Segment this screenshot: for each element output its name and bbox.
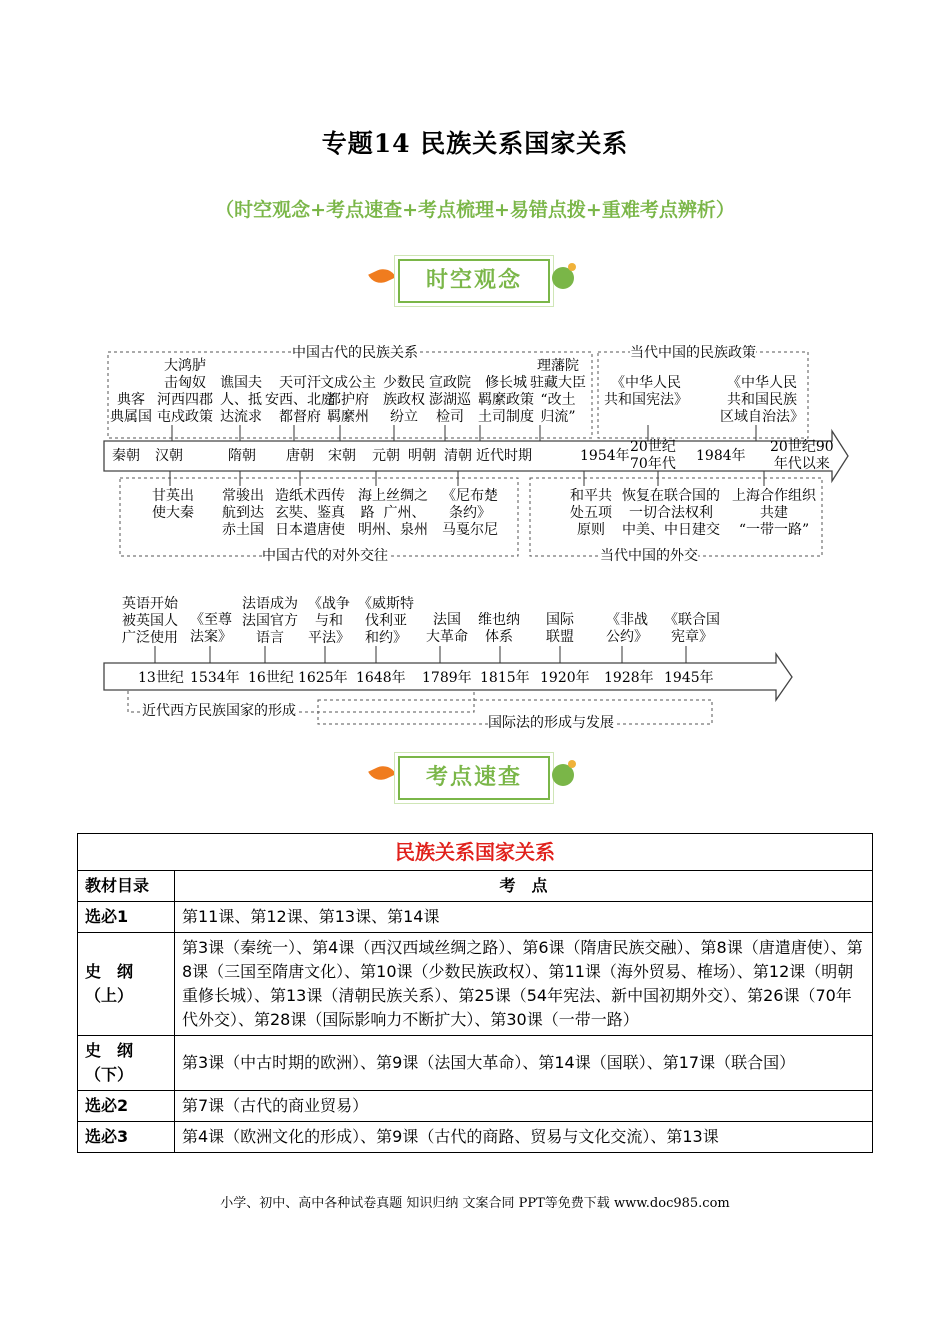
- event-label: 造纸术西传 玄奘、鉴真 日本遣唐使: [275, 488, 345, 538]
- event-label: 典客 典属国: [110, 392, 152, 425]
- axis-label: 宋朝: [328, 448, 356, 464]
- event-label: 《威斯特 伐利亚 和约》: [358, 596, 414, 646]
- page-subtitle: （时空观念+考点速查+考点梳理+易错点拨+重难考点辨析）: [215, 199, 735, 221]
- axis-label: 1928年: [604, 670, 654, 686]
- group-title: 近代西方民族国家的形成: [142, 703, 296, 719]
- group-title: 中国古代的对外交往: [262, 548, 388, 564]
- page-title: 专题14 民族关系国家关系: [321, 129, 629, 158]
- axis-label: 1984年: [696, 448, 746, 464]
- axis-label: 13世纪: [138, 670, 184, 686]
- axis-label: 1534年: [190, 670, 240, 686]
- event-label: 理藩院 驻藏大臣 “改土 归流”: [530, 358, 586, 425]
- table-caption: 民族关系国家关系: [78, 834, 873, 871]
- event-label: 《战争 与和 平法》: [308, 596, 350, 646]
- group-title: 中国古代的民族关系: [292, 345, 418, 361]
- axis-label: 隋朝: [228, 448, 256, 464]
- event-label: 甘英出 使大秦: [152, 488, 194, 521]
- event-label: 和平共 处五项 原则: [570, 488, 612, 538]
- event-label: 宣政院 澎湖巡 检司: [429, 375, 471, 425]
- event-label: 文成公主 都护府 羁縻州: [320, 375, 376, 425]
- event-label: 《中华人民 共和国宪法》: [604, 375, 688, 408]
- axis-label: 1648年: [356, 670, 406, 686]
- axis-label: 1954年: [580, 448, 630, 464]
- axis-label: 汉朝: [155, 448, 183, 464]
- section-badge-quickcheck: [370, 752, 580, 802]
- axis-label: 1945年: [664, 670, 714, 686]
- row-content: 第11课、第12课、第13课、第14课: [175, 902, 873, 933]
- row-label: 选必2: [78, 1091, 175, 1122]
- event-label: 《非战 公约》: [606, 612, 648, 645]
- event-label: 修长城 羁縻政策 土司制度: [478, 375, 534, 425]
- axis-label: 1815年: [480, 670, 530, 686]
- badge-label: 时空观念: [425, 268, 522, 293]
- event-label: 《联合国 宪章》: [664, 612, 720, 645]
- event-label: 谯国夫 人、抵 达流求: [220, 375, 262, 425]
- axis-label: 元朝: [372, 448, 400, 464]
- row-label: 选必1: [78, 902, 175, 933]
- axis-label: 16世纪: [248, 670, 294, 686]
- event-label: 《尼布楚 条约》 马戛尔尼: [442, 488, 498, 538]
- axis-label: 唐朝: [286, 448, 314, 464]
- event-label: 《中华人民 共和国民族 区域自治法》: [720, 375, 804, 425]
- event-label: 恢复在联合国的 一切合法权利 中美、中日建交: [622, 488, 720, 538]
- group-title: 当代中国的外交: [600, 548, 698, 564]
- row-label: 史 纲 （下）: [78, 1036, 175, 1091]
- event-label: 海上丝绸之 路 广州、 明州、泉州: [358, 488, 428, 538]
- event-label: 维也纳 体系: [478, 612, 520, 645]
- row-content: 第7课（古代的商业贸易）: [175, 1091, 873, 1122]
- axis-label: 清朝: [444, 448, 472, 464]
- axis-label: 20世纪 70年代: [630, 439, 676, 472]
- event-label: 少数民 族政权 纷立: [383, 375, 425, 425]
- axis-label: 1789年: [422, 670, 472, 686]
- row-label: 史 纲 （上）: [78, 933, 175, 1036]
- group-title: 当代中国的民族政策: [630, 345, 756, 361]
- event-label: 大鸿胪 击匈奴 河西四郡 屯戍政策: [157, 358, 213, 425]
- header-points: 考 点: [175, 871, 873, 902]
- header-catalog: 教材目录: [78, 871, 175, 902]
- event-label: 法国 大革命: [426, 612, 468, 645]
- event-label: 上海合作组织 共建 “一带一路”: [732, 488, 816, 538]
- axis-label: 20世纪90 年代以来: [770, 439, 834, 472]
- axis-label: 1625年: [298, 670, 348, 686]
- row-label: 选必3: [78, 1122, 175, 1153]
- row-content: 第3课（秦统一）、第4课（西汉西域丝绸之路）、第6课（隋唐民族交融）、第8课（唐遣唐使）、第8课（三国至隋唐文化）、第10课（少数民族政权）、第11课（海外贸易、榷场）、第12课（明朝重修长城）、第13课（清朝民族关系）、第25课（54年宪法、新中国初期外交）、第26课（70年代外交）、第28课（国际影响力不断扩大）、第30课（一带一路）: [175, 933, 873, 1036]
- event-label: 《至尊 法案》: [190, 612, 232, 645]
- group-title: 国际法的形成与发展: [488, 715, 614, 731]
- page-footer: 小学、初中、高中各种试卷真题 知识归纳 文案合同 PPT等免费下载 www.doc985.com: [220, 1196, 730, 1211]
- event-label: 国际 联盟: [546, 612, 574, 645]
- leaf-icon: [368, 762, 396, 785]
- row-content: 第3课（中古时期的欧洲）、第9课（法国大革命）、第14课（国联）、第17课（联合国）: [175, 1036, 873, 1091]
- event-label: 常骏出 航到达 赤土国: [222, 488, 264, 538]
- axis-label: 秦朝: [112, 448, 140, 464]
- badge-label: 考点速查: [425, 765, 522, 790]
- axis-label: 近代时期: [476, 448, 532, 464]
- axis-label: 明朝: [408, 448, 436, 464]
- event-label: 法语成为 法国官方 语言: [242, 596, 298, 646]
- axis-label: 1920年: [540, 670, 590, 686]
- event-label: 英语开始 被英国人 广泛使用: [122, 596, 178, 646]
- event-label: 天可汗 安西、北庭 都督府: [265, 375, 335, 425]
- row-content: 第4课（欧洲文化的形成）、第9课（古代的商路、贸易与文化交流）、第13课: [175, 1122, 873, 1153]
- exam-points-table: [77, 833, 873, 1153]
